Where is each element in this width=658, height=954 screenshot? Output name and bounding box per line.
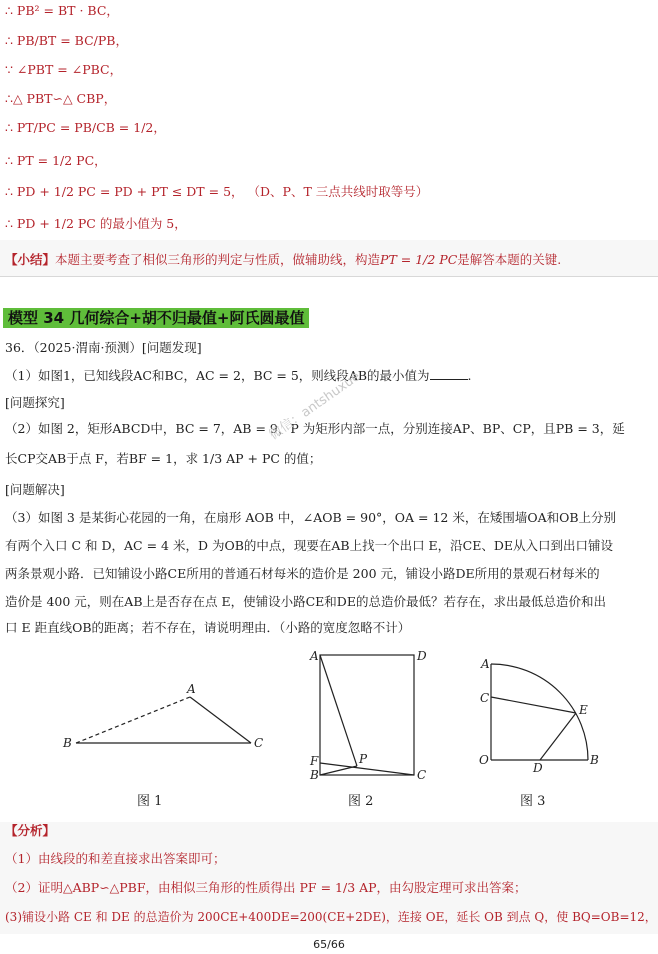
heading-solve: [问题解决]: [5, 482, 65, 497]
fig1-caption: 图 1: [137, 794, 163, 809]
fig3-label-e: E: [579, 703, 588, 717]
problem-part2b: 长CP交AB于点 F，若BF = 1，求 1/3 AP + PC 的值；: [5, 451, 322, 466]
summary-text: 本题主要考查了相似三角形的判定与性质，做辅助线，构造: [55, 252, 381, 267]
problem-part3b: 有两个入口 C 和 D，AC = 4 米，D 为OB的中点，现要在AB上找一个出口 E，沿CE、DE从入口到出口铺设: [5, 538, 614, 553]
fig3-label-a: A: [481, 657, 490, 671]
fig1-label-c: C: [254, 736, 264, 750]
fig3-segment-ce: [491, 697, 576, 713]
solution-line-1: ∴ PB² = BT · BC，: [5, 3, 119, 18]
fig1-label-a: A: [187, 682, 196, 696]
solution-line-7-formula: ∴ PD + 1/2 PC = PD + PT ≤ DT = 5，: [5, 184, 244, 199]
analysis-line-3: (3)铺设小路 CE 和 DE 的总造价为 200CE+400DE=200(CE+2DE)，连接 OE，延长 OB 到点 Q，使 BQ=OB=12，: [5, 910, 657, 924]
solution-line-5: ∴ PT/PC = PB/CB = 1/2，: [5, 120, 166, 135]
fig3-caption: 图 3: [520, 794, 546, 809]
solution-line-6: ∴ PT = 1/2 PC，: [5, 153, 107, 168]
fig1-label-b: B: [63, 736, 72, 750]
fig2-label-f: F: [310, 754, 319, 768]
problem-header: 36．（2025·渭南·预测）[问题发现]: [5, 340, 202, 355]
model-title: 模型 34 几何综合+胡不归最值+阿氏圆最值: [3, 308, 309, 328]
fig2-label-c: C: [417, 768, 427, 782]
problem-part2a: （2）如图 2，矩形ABCD中，BC = 7，AB = 9，P 为矩形内部一点，分别连接AP、BP、CP，且PB = 3，延: [5, 421, 625, 436]
fig3-segment-de: [540, 713, 576, 760]
summary-tag: 【小结】: [5, 252, 56, 267]
fig2-label-b: B: [310, 768, 319, 782]
fig2-label-p: P: [359, 752, 368, 766]
fig3-label-b: B: [590, 753, 599, 767]
heading-explore: [问题探究]: [5, 395, 65, 410]
solution-line-7-note: （D、P、T 三点共线时取等号）: [247, 184, 429, 199]
watermark: 微信：antshuxue: [266, 369, 364, 444]
fig2-label-d: D: [417, 649, 427, 663]
analysis-line-2: （2）证明△ABP∽△PBF，由相似三角形的性质得出 PF = 1/3 AP，由勾股定理可求出答案；: [5, 880, 527, 895]
solution-line-4: ∴△ PBT∽△ CBP，: [5, 91, 117, 106]
problem-part1-text: （1）如图1，已知线段AC和BC，AC = 2，BC = 5，则线段AB的最小值为: [5, 368, 430, 383]
summary-formula: PT = 1/2 PC: [380, 252, 458, 267]
fig3-label-c: C: [480, 691, 490, 705]
summary-tail: 是解答本题的关键.: [457, 252, 562, 267]
analysis-tag: [5, 823, 55, 839]
problem-part3e: 口 E 距直线OB的距离；若不存在，请说明理由．（小路的宽度忽略不计）: [5, 620, 411, 635]
problem-part3a: （3）如图 3 是某街心花园的一角，在扇形 AOB 中，∠AOB = 90°，OA = 12 米，在矮围墙OA和OB上分别: [5, 510, 617, 525]
fig3-label-d: D: [533, 761, 543, 775]
fig2-caption: 图 2: [348, 794, 374, 809]
analysis-line-1: （1）由线段的和差直接求出答案即可；: [5, 851, 226, 866]
page-number: 65/66: [313, 938, 345, 951]
fig3-label-o: O: [479, 753, 489, 767]
solution-line-2: ∴ PB/BT = BC/PB，: [5, 33, 128, 48]
problem-part3d: 造价是 400 元，则在AB上是否存在点 E，使铺设小路CE和DE的总造价最低？若存在，求出最低总造价和出: [5, 594, 606, 609]
problem-part3c: 两条景观小路．已知铺设小路CE所用的普通石材每米的造价是 200 元，铺设小路DE所用的景观石材每米的: [5, 566, 600, 581]
solution-line-3: ∵ ∠PBT = ∠PBC，: [5, 62, 123, 77]
fig2-label-a: A: [310, 649, 319, 663]
solution-line-8: ∴ PD + 1/2 PC 的最小值为 5，: [5, 216, 187, 231]
analysis-tag-text: 【分析】: [5, 823, 56, 838]
problem-part1-end: .: [467, 368, 472, 383]
